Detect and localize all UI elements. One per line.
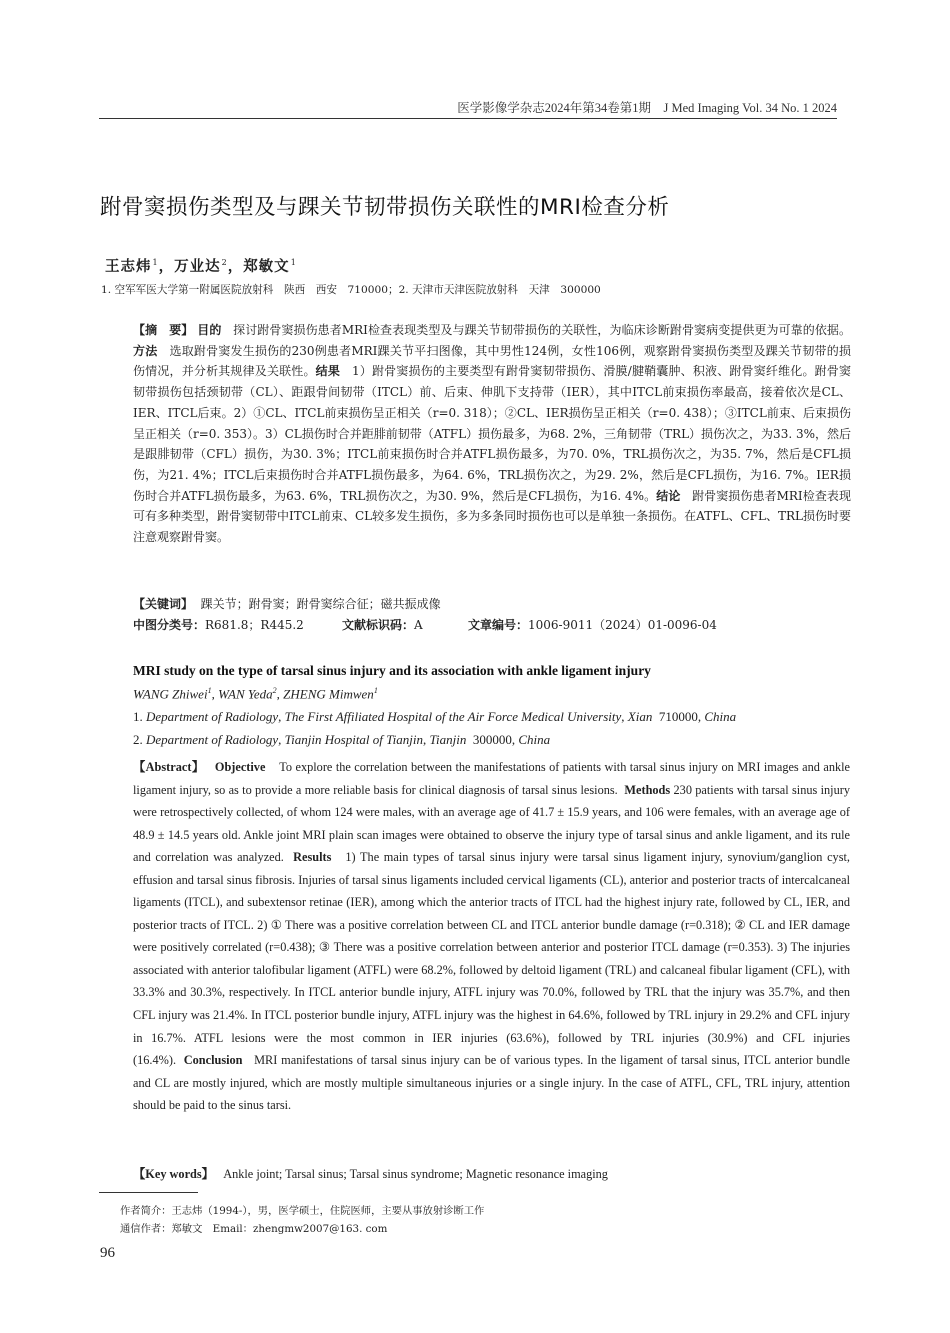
doc-label: 文献标识码：	[342, 618, 415, 632]
abstract-en	[133, 756, 850, 1117]
aff1-country: China	[704, 709, 737, 724]
results-en-text: 1) The main types of tarsal sinus injury were tarsal sinus ligament injury, synovium/ganglion cyst, effusion and tarsal sinus fibrosis. Injuries of tarsal sinus ligaments included cervical ligaments (CL), anterior and posterior tracts of intercalcaneal ligaments (ITCL), and subextensor retinae (IER), among which the anterior tracts of ITCL had the highest injury rate, followed by CL, IER, and posterior tracts of ITCL. 2) ① There was a positive correlation between CL and ITCL anterior bundle damage (r=0.318); ② CL and IER damage were positively correlated (r=0.438); ③ There was a positive correlation between anterior and posterior ITCL damage (r=0.353). 3) The injuries associated with anterior talofibular ligament (ATFL) were 68.2%, followed by deltoid ligament (TRL) and calcaneal fibular ligament (CFL), with 33.3% and 30.3%, respectively. In ITCL anterior bundle injury, ATFL injury was 70.0%, followed by TRL that the injury was 35.7%, and then CFL injury was 21.4%. In ITCL posterior bundle injury, ATFL injury was the highest in 64.6%, followed by TRL injury in 29.2% and CFL injury in 16.7%. ATFL lesions were the most common in IER injuries (63.6%), followed by TRL injuries (30.9%) and CFL injuries (16.4%).	[133, 850, 850, 1068]
objective-en-label: Objective	[214, 760, 266, 774]
aff2-number: 2.	[133, 732, 143, 747]
author-en-name: WANG Zhiwei	[133, 686, 208, 702]
author-en-affiliation-mark: 1	[373, 686, 378, 695]
document-code	[342, 615, 468, 635]
author-separator: ，	[158, 258, 175, 275]
doc-value: A	[414, 618, 423, 632]
article-value: 1006-9011（2024）01-0096-04	[528, 618, 717, 632]
methods-cn-text: 选取跗骨窦发生损伤的230例患者MRI踝关节平扫图像，其中男性124例，女性106例，观察跗骨窦损伤类型及踝关节韧带的损伤情况，并分析其规律及关联性。	[133, 343, 851, 379]
aff1-postcode: 710000	[658, 709, 698, 724]
author-name: 万业达	[174, 258, 221, 275]
keywords-en-label: 【Key words】	[133, 1167, 214, 1181]
keywords-en-text: Ankle joint; Tarsal sinus; Tarsal sinus syndrome; Magnetic resonance imaging	[223, 1167, 608, 1181]
aff2-institution: Tianjin Hospital of Tianjin	[284, 732, 423, 747]
article-label: 文章编号：	[468, 618, 529, 632]
keywords-cn-text: 踝关节；跗骨窦；跗骨窦综合征；磁共振成像	[200, 597, 441, 611]
author-en-name: WAN Yeda	[218, 686, 273, 702]
author-en-affiliation-mark: 2	[272, 686, 277, 695]
classification-line	[133, 615, 851, 635]
author-separator: ，	[227, 258, 244, 275]
author-name: 王志炜	[105, 258, 152, 275]
abstract-en-label: 【Abstract】	[133, 760, 205, 774]
results-en-label: Results	[293, 850, 332, 865]
keywords-cn	[133, 594, 851, 615]
methods-en-label: Methods	[624, 782, 671, 797]
results-cn-label: 结果	[315, 364, 341, 379]
aff2-department: Department of Radiology	[146, 732, 279, 747]
article-number	[468, 615, 717, 635]
authors-en	[133, 686, 378, 702]
objective-cn-text: 探讨跗骨窦损伤患者MRI检查表现类型及与踝关节韧带损伤的关联性，为临床诊断跗骨窦病变提供更为可靠的依据。	[233, 323, 851, 337]
objective-en-text: To explore the correlation between the manifestations of patients with tarsal sinus injury on MRI images and ankle ligament injury, so as to provide a more reliable basis for clinical diagnosis of tarsal sinus lesions.	[133, 760, 851, 797]
author-name: 郑敏文	[243, 258, 290, 275]
clc-label: 中图分类号：	[133, 618, 206, 632]
article-title: 跗骨窦损伤类型及与踝关节韧带损伤关联性的MRI检查分析	[100, 195, 670, 220]
abstract-cn	[133, 320, 851, 548]
header-rule	[99, 118, 837, 119]
corresponding-author-label: 通信作者：郑敏文	[120, 1223, 213, 1235]
corresponding-author-email: Email：zhengmw2007@163. com	[212, 1223, 388, 1235]
page-number: 96	[100, 1245, 115, 1261]
author-affiliation-mark: 2	[221, 258, 228, 268]
aff1-department: Department of Radiology	[146, 709, 279, 724]
footnote-author-intro: 作者简介：王志炜（1994-），男，医学硕士，住院医师，主要从事放射诊断工作	[120, 1205, 485, 1217]
english-title: MRI study on the type of tarsal sinus injury and its association with ankle ligament injury	[133, 663, 651, 678]
conclusion-cn-text: 跗骨窦损伤患者MRI检查表现可有多种类型，跗骨窦韧带中ITCL前束、CL较多发生损伤，多为多条同时损伤也可以是单独一条损伤。在ATFL、CFL、TRL损伤时要注意观察跗骨窦。	[133, 488, 851, 545]
author-affiliation-mark: 1	[152, 258, 159, 268]
clc-number	[133, 615, 342, 635]
footnote-rule	[99, 1192, 198, 1193]
results-cn-text: 1）跗骨窦损伤的主要类型有跗骨窦韧带损伤、滑膜/腱鞘囊肿、积液、跗骨窦纤维化。跗骨窦韧带损伤包括颈韧带（CL）、距跟骨间韧带（ITCL）前、后束、伸肌下支持带（IER），其中ITCL前束损伤率最高，接着依次是CL、IER、ITCL后束。2）①CL、ITCL前束损伤呈正相关（r=0. 318）；②CL、IER损伤呈正相关（r=0. 438）；③ITCL前束、后束损伤呈正相关（r=0. 353）。3）CL损伤时合并距腓前韧带（ATFL）损伤最多，为68. 2%，三角韧带（TRL）损伤次之，为33. 3%，然后是跟腓韧带（CFL）损伤，为30. 3%；ITCL前束损伤时合并ATFL损伤最多，为70. 0%，TRL损伤次之，为35. 7%，然后是CFL损伤，为21. 4%；ITCL后束损伤时合并ATFL损伤最多，为64. 6%，TRL损伤次之，为29. 2%，然后是CFL损伤，为16. 7%。IER损伤时合并ATFL损伤最多，为63. 6%，TRL损伤次之，为30. 9%，然后是CFL损伤，为16. 4%。	[133, 364, 851, 503]
methods-en-text: 230 patients with tarsal sinus injury were retrospectively collected, of whom 124 were males, with an average age of 41.7 ± 15.9 years, and 106 were females, with an average age of 48.9 ± 14.5 years old. Ankle joint MRI plain scan images were obtained to observe the injury type of tarsal sinus and ankle ligament, and its rule and correlation was analyzed.	[133, 782, 850, 865]
affiliation-en-2: 2. Department of Radiology, Tianjin Hospital of Tianjin, Tianjin 300000, China	[133, 732, 551, 747]
conclusion-cn-label: 结论	[656, 488, 681, 503]
running-header: 医学影像学杂志2024年第34卷第1期 J Med Imaging Vol. 34 No. 1 2024	[457, 101, 837, 115]
keywords-cn-label: 【关键词】	[133, 597, 194, 611]
keywords-en	[133, 1163, 850, 1186]
affiliations-cn: 1. 空军军医大学第一附属医院放射科 陕西 西安 710000；2. 天津市天津医院放射科 天津 300000	[101, 284, 601, 296]
clc-value: R681.8；R445.2	[205, 618, 304, 632]
footnote-corresponding-author	[120, 1220, 387, 1235]
author-en-separator: ,	[211, 686, 219, 702]
aff2-city: Tianjin	[429, 732, 467, 747]
abstract-cn-label: 【摘 要】	[133, 323, 194, 337]
affiliation-en-1: 1. Department of Radiology, The First Affiliated Hospital of the Air Force Medical University, Xian 710000, China	[133, 709, 737, 724]
authors-cn	[105, 255, 297, 276]
aff2-postcode: 300000	[472, 732, 512, 747]
objective-cn-label: 目的	[197, 323, 222, 337]
aff1-institution: The First Affiliated Hospital of the Air Force Medical University	[284, 709, 622, 724]
aff1-number: 1.	[133, 709, 143, 724]
author-en-separator: ,	[276, 686, 284, 702]
aff2-country: China	[518, 732, 551, 747]
author-affiliation-mark: 1	[290, 258, 297, 268]
author-en-affiliation-mark: 1	[207, 686, 212, 695]
conclusion-en-text: MRI manifestations of tarsal sinus injury can be of various types. In the ligament of tarsal sinus, ITCL anterior bundle and CL are mostly injured, which are mostly multiple simultaneous injuries or a single injury. In the case of ATFL, CFL, TRL injury, attention should be paid to the sinus tarsi.	[133, 1053, 850, 1113]
author-en-name: ZHENG Mimwen	[283, 686, 374, 702]
aff1-city: Xian	[627, 709, 653, 724]
methods-cn-label: 方法	[133, 343, 158, 358]
conclusion-en-label: Conclusion	[183, 1053, 243, 1068]
